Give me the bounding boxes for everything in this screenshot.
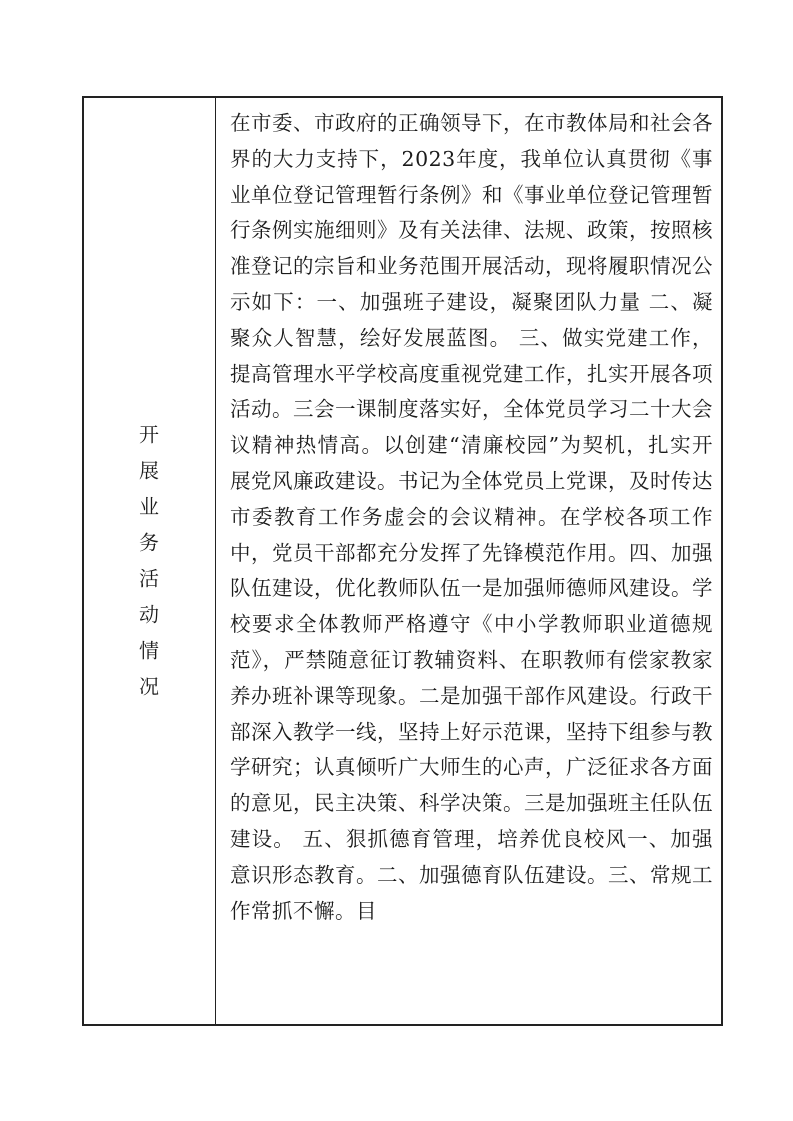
label-cell bbox=[84, 98, 216, 1024]
activity-report-table bbox=[82, 96, 723, 1026]
content-cell bbox=[218, 98, 721, 1024]
section-label: 开展业务活动情况 bbox=[135, 424, 160, 712]
section-content: 在市委、市政府的正确领导下，在市教体局和社会各界的大力支持下，2023年度，我单位认真贯彻《事业单位登记管理暂行条例》和《事业单位登记管理暂行条例实施细则》及有关法律、法规、政策，按照核准登记的宗旨和业务范围开展活动，现将履职情况公示如下：一、加强班子建设，凝聚团队力量 二、凝聚众人智慧，绘好发展蓝图。 三、做实党建工作，提高管理水平学校高度重视党建工作，扎实开展各项活动。三会一课制度落实好，全体党员学习二十大会议精神热情高。以创建“清廉校园”为契机，扎实开展党风廉政建设。书记为全体党员上党课，及时传达市委教育工作务虚会的会议精神。在学校各项工作中，党员干部都充分发挥了先锋模范作用。四、加强队伍建设，优化教师队伍一是加强师德师风建设。学校要求全体教师严格遵守《中小学教师职业道德规范》，严禁随意征订教辅资料、在职教师有偿家教家养办班补课等现象。二是加强干部作风建设。行政干部深入教学一线，坚持上好示范课，坚持下组参与教学研究；认真倾听广大师生的心声，广泛征求各方面的意见，民主决策、科学决策。三是加强班主任队伍建设。 五、狠抓德育管理，培养优良校风一、加强意识形态教育。二、加强德育队伍建设。三、常规工作常抓不懈。目 bbox=[230, 111, 713, 923]
